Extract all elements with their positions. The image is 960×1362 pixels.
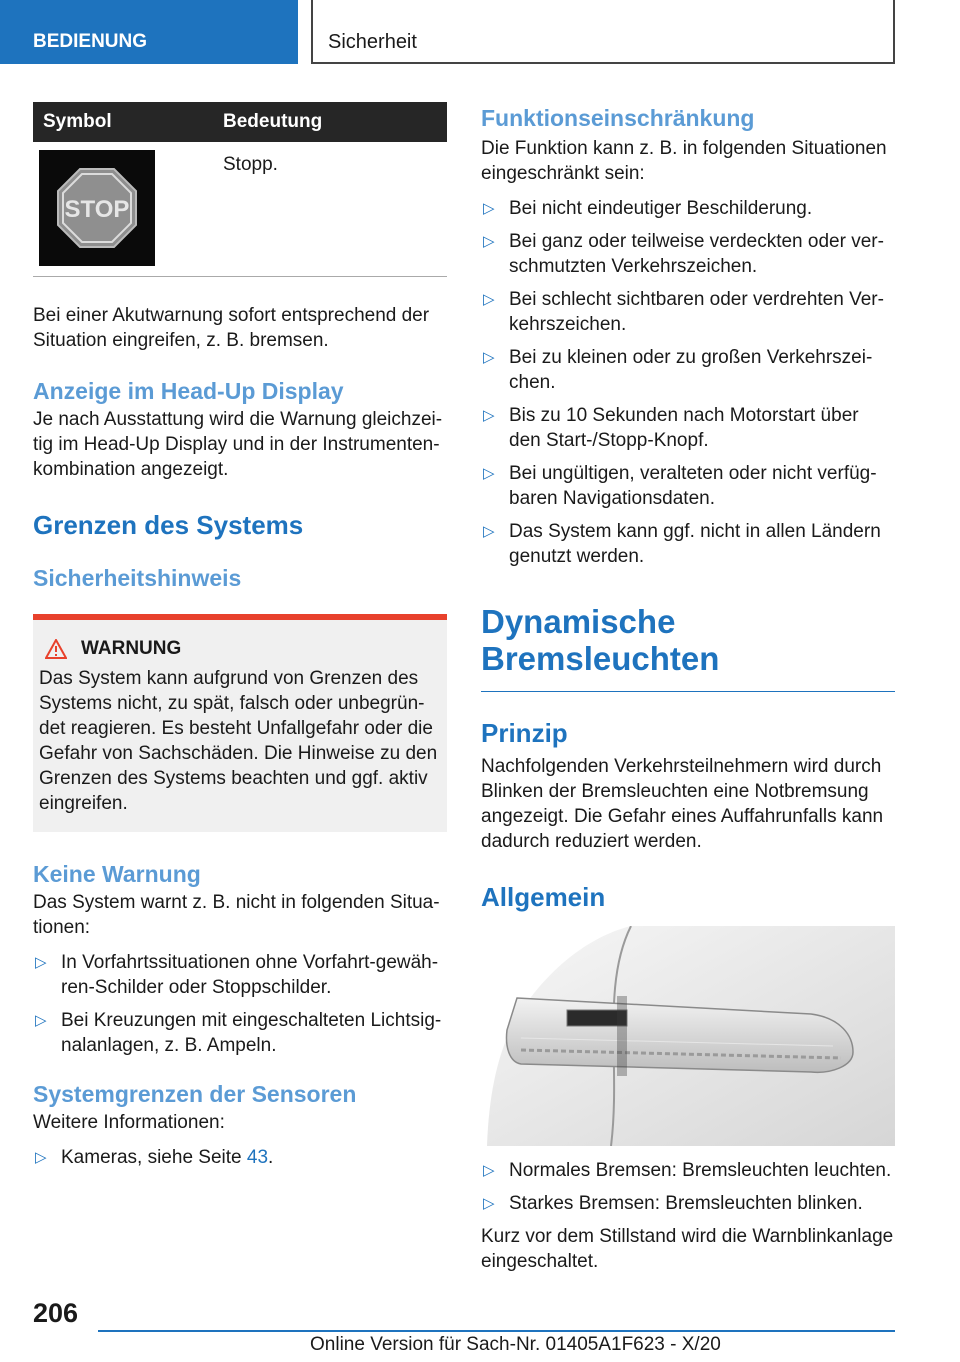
bullet-icon: ▷: [483, 291, 495, 308]
footer-rule: [98, 1330, 895, 1332]
section-tab: BEDIENUNG: [0, 0, 298, 64]
general-heading: Allgemein: [481, 882, 606, 912]
bullet-icon: ▷: [483, 1162, 495, 1179]
no-warning-heading: Keine Warnung: [33, 861, 201, 887]
bullet-icon: ▷: [483, 200, 495, 217]
page-number: 206: [33, 1298, 79, 1328]
warning-box: [33, 614, 447, 832]
table-header-symbol: Symbol: [33, 102, 193, 142]
list-item: ▷ Bei zu kleinen oder zu großen Verkehrszei-chen.: [483, 347, 873, 393]
footer-online-version: Online Version für Sach-Nr. 01405A1F623 - X/20: [310, 1334, 721, 1355]
bullet-icon: ▷: [483, 407, 495, 424]
bullet-icon: ▷: [483, 349, 495, 366]
safety-heading: Sicherheitshinweis: [33, 565, 242, 591]
hud-text: Je nach Ausstattung wird die Warnung gleichzei-tig im Head-Up Display und in der Instrumenten-kombination angezeigt.: [33, 409, 443, 480]
list-item: ▷ Bei ganz oder teilweise verdeckten oder ver-schmutzten Verkehrszeichen.: [483, 231, 884, 277]
page-link-43[interactable]: 43: [246, 1147, 269, 1168]
bullet-icon: ▷: [483, 1195, 495, 1212]
bullet-icon: ▷: [35, 1149, 47, 1166]
table-cell-meaning: Stopp.: [193, 142, 447, 277]
list-item: ▷ Normales Bremsen: Bremsleuchten leuchten.: [483, 1160, 892, 1181]
function-limit-heading: Funktionseinschränkung: [481, 105, 755, 131]
table-header-meaning: Bedeutung: [193, 102, 447, 142]
closing-text: Kurz vor dem Stillstand wird die Warnblinkanlage eingeschaltet.: [481, 1226, 894, 1272]
list-item: ▷ Bei nicht eindeutiger Beschilderung.: [483, 198, 813, 219]
list-item: ▷ Bei ungültigen, veralteten oder nicht verfüg-baren Navigationsdaten.: [483, 463, 877, 509]
page-title: Sicherheit: [311, 0, 895, 64]
tail-light-image: [481, 926, 895, 1146]
list-item: ▷ Das System kann ggf. nicht in allen Ländern genutzt werden.: [483, 521, 881, 567]
warning-triangle-icon: [45, 639, 67, 659]
bullet-icon: ▷: [35, 954, 47, 971]
list-item: ▷ Bei schlecht sichtbaren oder verdrehten Ver-kehrszeichen.: [483, 289, 884, 335]
sensor-list: [33, 1145, 447, 1170]
stop-symbol-box: [39, 150, 155, 266]
stop-sign-text: STOP: [64, 196, 130, 223]
stop-sign-icon: [56, 167, 138, 249]
right-column: [481, 102, 895, 1274]
bullet-icon: ▷: [483, 523, 495, 540]
symbol-table: [33, 102, 447, 277]
hud-heading: Anzeige im Head-Up Display: [33, 378, 344, 404]
principle-text: Nachfolgenden Verkehrsteilnehmern wird durch Blinken der Bremsleuchten eine Notbremsung angezeigt. Die Gefahr eines Auffahrunfalls kann dadurch reduziert werden.: [481, 756, 884, 852]
list-item: ▷ Kameras, siehe Seite 43.: [35, 1147, 274, 1168]
intro-text: Bei einer Akutwarnung sofort entsprechend der Situation eingreifen, z. B. bremsen.: [33, 305, 430, 351]
heading-rule: [481, 691, 895, 692]
list-item: ▷ In Vorfahrtssituationen ohne Vorfahrt-gewäh-ren-Schilder oder Stoppschilder.: [35, 952, 439, 998]
general-list: [481, 1158, 895, 1216]
function-limit-list: [481, 196, 895, 569]
bullet-icon: ▷: [483, 465, 495, 482]
bullet-icon: ▷: [35, 1012, 47, 1029]
sensor-heading: Systemgrenzen der Sensoren: [33, 1081, 357, 1107]
dynamic-brake-lights-heading: Dynamische Bremsleuchten: [481, 603, 720, 677]
no-warning-text: Das System warnt z. B. nicht in folgenden Situa-tionen:: [33, 892, 440, 938]
warning-label: WARNUNG: [81, 638, 182, 659]
bullet-icon: ▷: [483, 233, 495, 250]
warning-title: [39, 638, 441, 660]
limits-heading: Grenzen des Systems: [33, 510, 304, 540]
table-row: [33, 142, 447, 277]
left-column: [33, 102, 447, 1178]
function-limit-text: Die Funktion kann z. B. in folgenden Situationen eingeschränkt sein:: [481, 138, 887, 184]
list-item: ▷ Starkes Bremsen: Bremsleuchten blinken.: [483, 1193, 863, 1214]
list-item: ▷ Bis zu 10 Sekunden nach Motorstart über den Start-/Stopp-Knopf.: [483, 405, 859, 451]
list-item: ▷ Bei Kreuzungen mit eingeschalteten Lichtsig-nalanlagen, z. B. Ampeln.: [35, 1010, 442, 1056]
warning-text: Das System kann aufgrund von Grenzen des Systems nicht, zu spät, falsch oder unbegrün-det reagieren. Es besteht Unfallgefahr oder die Gefahr von Sachschäden. Die Hinweise zu den Grenzen des Systems beachten und ggf. aktiv eingreifen.: [39, 668, 438, 814]
sensor-text: Weitere Informationen:: [33, 1112, 225, 1133]
no-warning-list: [33, 950, 447, 1058]
principle-heading: Prinzip: [481, 718, 568, 748]
